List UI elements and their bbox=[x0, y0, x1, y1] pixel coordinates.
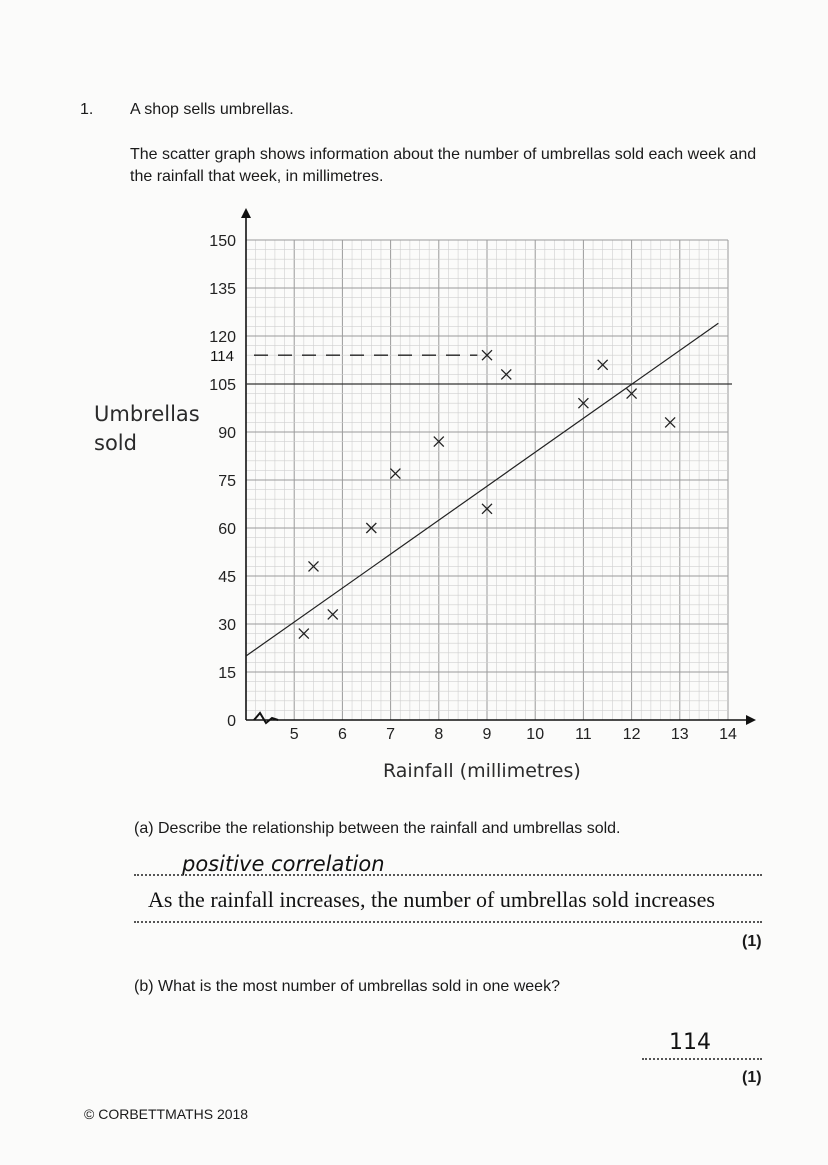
y-tick-label: 45 bbox=[218, 569, 236, 586]
part-a-question: (a) Describe the relationship between the rainfall and umbrellas sold. bbox=[134, 820, 621, 837]
question-intro: A shop sells umbrellas. bbox=[130, 101, 294, 118]
y-tick-label: 90 bbox=[218, 425, 236, 442]
x-tick-label: 9 bbox=[482, 726, 492, 743]
x-tick-label: 11 bbox=[575, 726, 592, 743]
y-tick-label: 150 bbox=[209, 233, 236, 250]
x-tick-label: 14 bbox=[719, 726, 737, 743]
x-tick-label: 8 bbox=[434, 726, 444, 743]
x-axis-label: Rainfall (millimetres) bbox=[383, 760, 581, 782]
part-b-handwritten-answer: 114 bbox=[669, 1030, 711, 1055]
y-tick-label: 0 bbox=[227, 713, 236, 730]
x-axis-arrow bbox=[746, 715, 756, 725]
part-a-handwritten-answer: positive correlation bbox=[182, 852, 385, 876]
answer-line bbox=[642, 1058, 762, 1060]
x-tick-label: 7 bbox=[386, 726, 396, 743]
y-tick-label: 15 bbox=[218, 665, 236, 682]
x-tick-label: 12 bbox=[622, 726, 641, 743]
y-tick-label: 75 bbox=[218, 473, 236, 490]
chart-tick-labels bbox=[209, 233, 737, 743]
y-axis-arrow bbox=[241, 208, 251, 218]
footer-copyright: © CORBETTMATHS 2018 bbox=[84, 1106, 249, 1122]
y-tick-label: 135 bbox=[209, 281, 236, 298]
part-b-question: (b) What is the most number of umbrellas sold in one week? bbox=[134, 978, 560, 995]
y-tick-label: 60 bbox=[218, 521, 236, 538]
x-tick-label: 6 bbox=[337, 726, 347, 743]
part-a-marks: (1) bbox=[742, 933, 762, 950]
axis-break-icon bbox=[254, 713, 278, 723]
x-tick-label: 5 bbox=[289, 726, 299, 743]
answer-line bbox=[134, 874, 762, 876]
answer-line bbox=[134, 921, 762, 923]
chart-grid bbox=[246, 240, 728, 720]
handwritten-y-value: 114 bbox=[210, 348, 234, 366]
chart-reference-lines bbox=[210, 348, 732, 384]
question-description: The scatter graph shows information about the number of umbrellas sold each week and the rainfall that week, in millimetres. bbox=[130, 146, 757, 186]
question-number: 1. bbox=[80, 101, 94, 118]
y-tick-label: 30 bbox=[218, 617, 236, 634]
chart-axes bbox=[241, 208, 756, 725]
y-axis-label: Umbrellas sold bbox=[94, 402, 200, 456]
y-tick-label: 120 bbox=[209, 329, 236, 346]
x-tick-label: 13 bbox=[670, 726, 689, 743]
x-tick-label: 10 bbox=[526, 726, 545, 743]
part-a-typed-answer: As the rainfall increases, the number of umbrellas sold increases bbox=[148, 887, 715, 912]
y-tick-label: 105 bbox=[209, 377, 236, 394]
part-b-marks: (1) bbox=[742, 1069, 762, 1086]
